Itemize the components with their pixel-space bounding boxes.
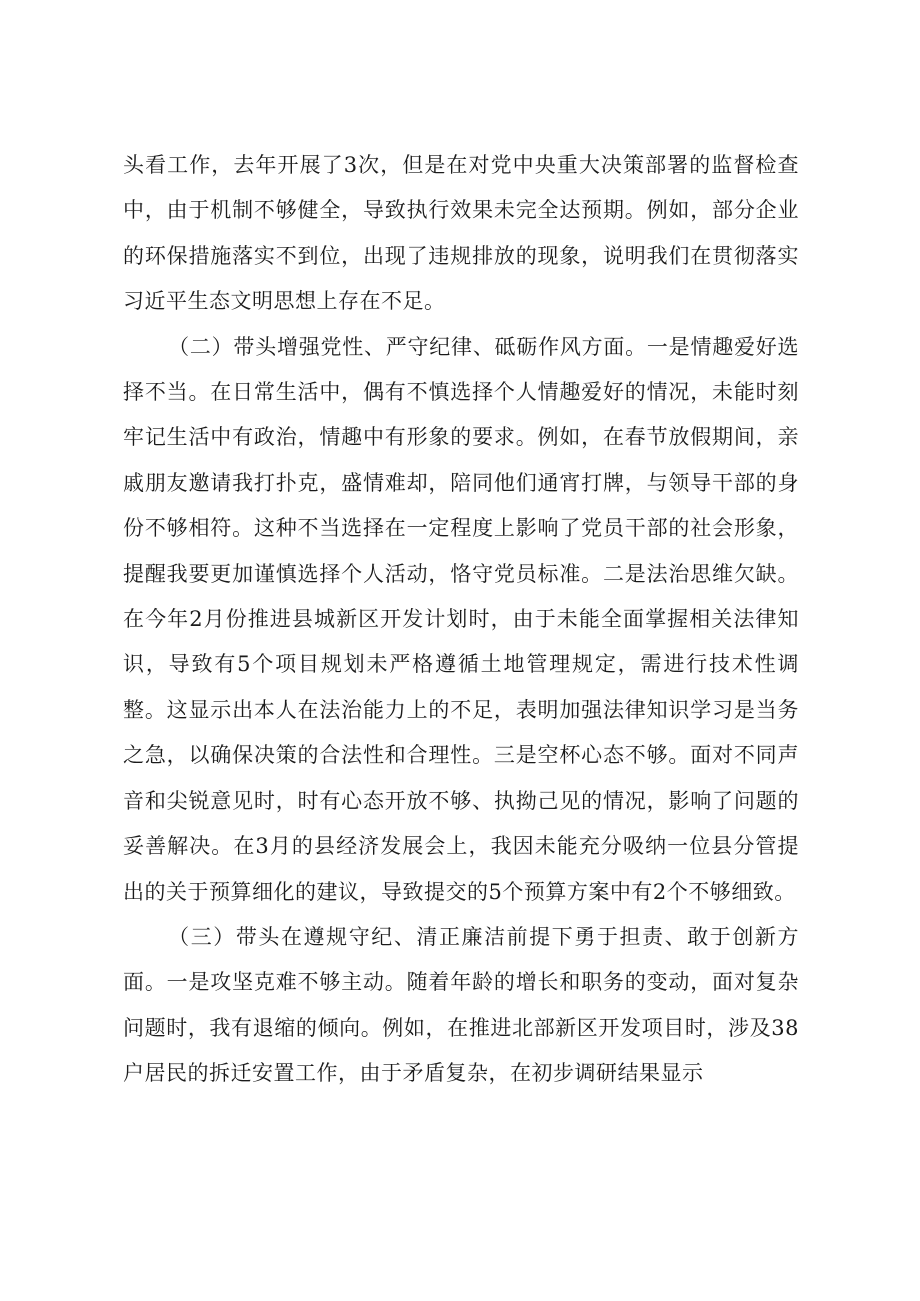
paragraph-section-three: （三）带头在遵规守纪、清正廉洁前提下勇于担责、敢于创新方面。一是攻坚克难不够主动。随着年龄的增长和职务的变动，面对复杂问题时，我有退缩的倾向。例如，在推进北部新区开发项目时，涉及38户居民的拆迁安置工作，由于矛盾复杂，在初步调研结果显示	[123, 924, 799, 1086]
paragraph-continuation: 头看工作，去年开展了3次，但是在对党中央重大决策部署的监督检查中，由于机制不够健全，导致执行效果未完全达预期。例如，部分企业的环保措施落实不到位，出现了违规排放的现象，说明我们在贯彻落实习近平生态文明思想上存在不足。	[123, 153, 799, 314]
paragraph-section-two: （二）带头增强党性、严守纪律、砥砺作风方面。一是情趣爱好选择不当。在日常生活中，偶有不慎选择个人情趣爱好的情况，未能时刻牢记生活中有政治，情趣中有形象的要求。例如，在春节放假期间，亲戚朋友邀请我打扑克，盛情难却，陪同他们通宵打牌，与领导干部的身份不够相符。这种不当选择在一定程度上影响了党员干部的社会形象，提醒我要更加谨慎选择个人活动，恪守党员标准。二是法治思维欠缺。在今年2月份推进县城新区开发计划时，由于未能全面掌握相关法律知识，导致有5个项目规划未严格遵循土地管理规定，需进行技术性调整。这显示出本人在法治能力上的不足，表明加强法律知识学习是当务之急，以确保决策的合法性和合理性。三是空杯心态不够。面对不同声音和尖锐意见时，时有心态开放不够、执拗己见的情况，影响了问题的妥善解决。在3月的县经济发展会上，我因未能充分吸纳一位县分管提出的关于预算细化的建议，导致提交的5个预算方案中有2个不够细致。	[123, 334, 799, 904]
document-body	[123, 143, 799, 1097]
